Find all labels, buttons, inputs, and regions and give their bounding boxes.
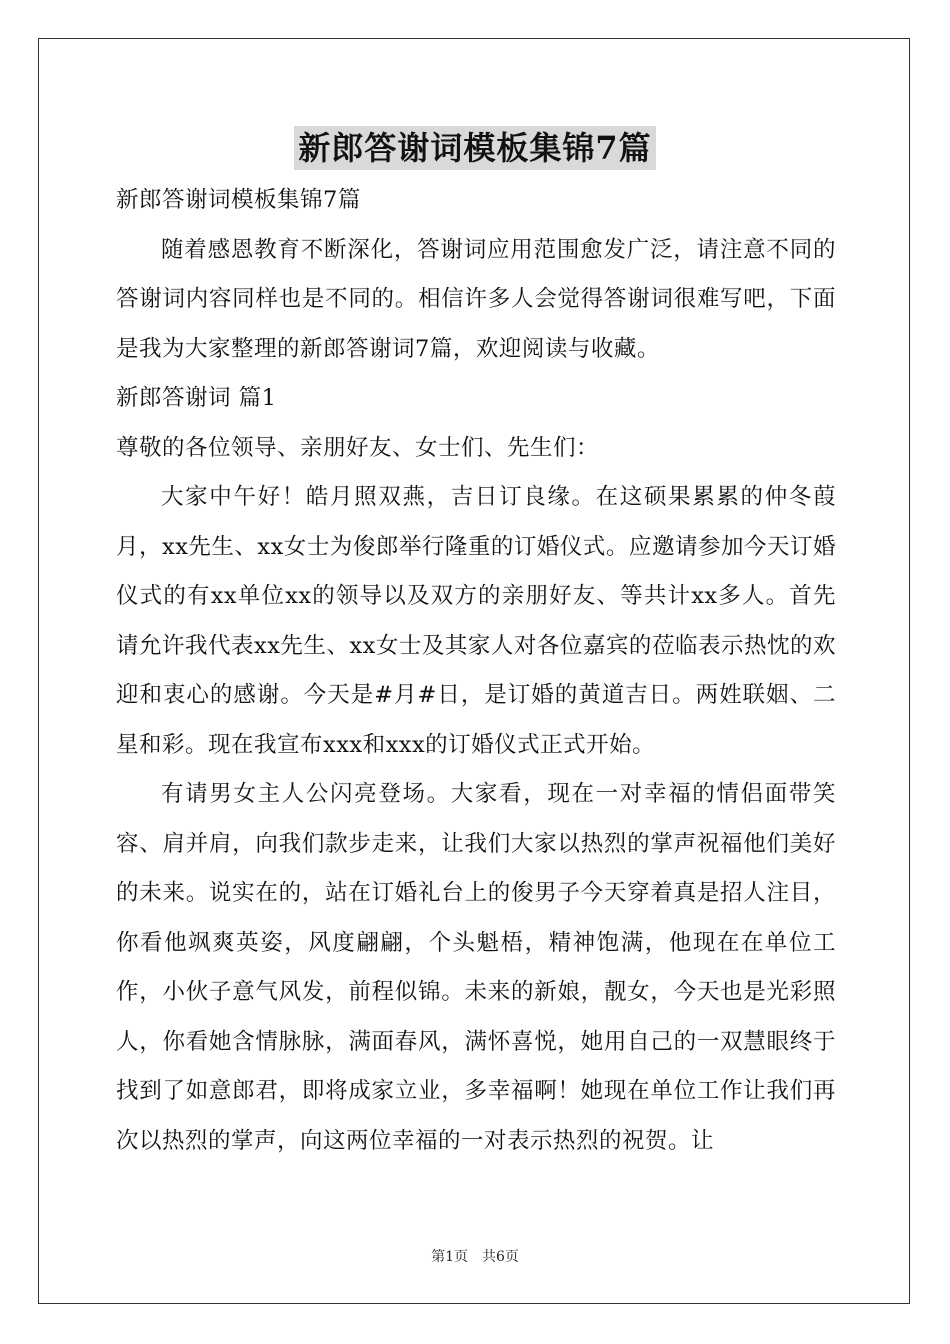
paragraph-intro: 随着感恩教育不断深化，答谢词应用范围愈发广泛，请注意不同的答谢词内容同样也是不同的。相信许多人会觉得答谢词很难写吧，下面是我为大家整理的新郎答谢词7篇，欢迎阅读与收藏。 [116,236,836,362]
paragraph-subtitle: 新郎答谢词模板集锦7篇 [116,187,361,213]
section-heading: 新郎答谢词 篇1 [116,385,277,411]
document-title-container [0,126,950,170]
document-title: 新郎答谢词模板集锦7篇 [294,126,655,170]
paragraph-body: 有请男女主人公闪亮登场。大家看，现在一对幸福的情侣面带笑容、肩并肩，向我们款步走来，让我们大家以热烈的掌声祝福他们美好的未来。说实在的，站在订婚礼台上的俊男子今天穿着真是招人注目，你看他飒爽英姿，风度翩翩，个头魁梧，精神饱满，他现在在单位工作，小伙子意气风发，前程似锦。未来的新娘，靓女，今天也是光彩照人，你看她含情脉脉，满面春风，满怀喜悦，她用自己的一双慧眼终于找到了如意郎君，即将成家立业，多幸福啊！她现在单位工作让我们再次以热烈的掌声，向这两位幸福的一对表示热烈的祝贺。让 [116,781,836,1154]
paragraph-salutation: 尊敬的各位领导、亲朋好友、女士们、先生们： [116,434,600,461]
paragraph-body: 大家中午好！皓月照双燕，吉日订良缘。在这硕果累累的仲冬葭月，xx先生、xx女士为俊郎举行隆重的订婚仪式。应邀请参加今天订婚仪式的有xx单位xx的领导以及双方的亲朋好友、等共计xx多人。首先请允许我代表xx先生、xx女士及其家人对各位嘉宾的莅临表示热忱的欢迎和衷心的感谢。今天是#月#日，是订婚的黄道吉日。两姓联姻、二星和彩。现在我宣布xxx和xxx的订婚仪式正式开始。 [116,484,836,758]
page-footer: 第1页 共6页 [431,1249,519,1265]
document-body [116,176,836,1166]
